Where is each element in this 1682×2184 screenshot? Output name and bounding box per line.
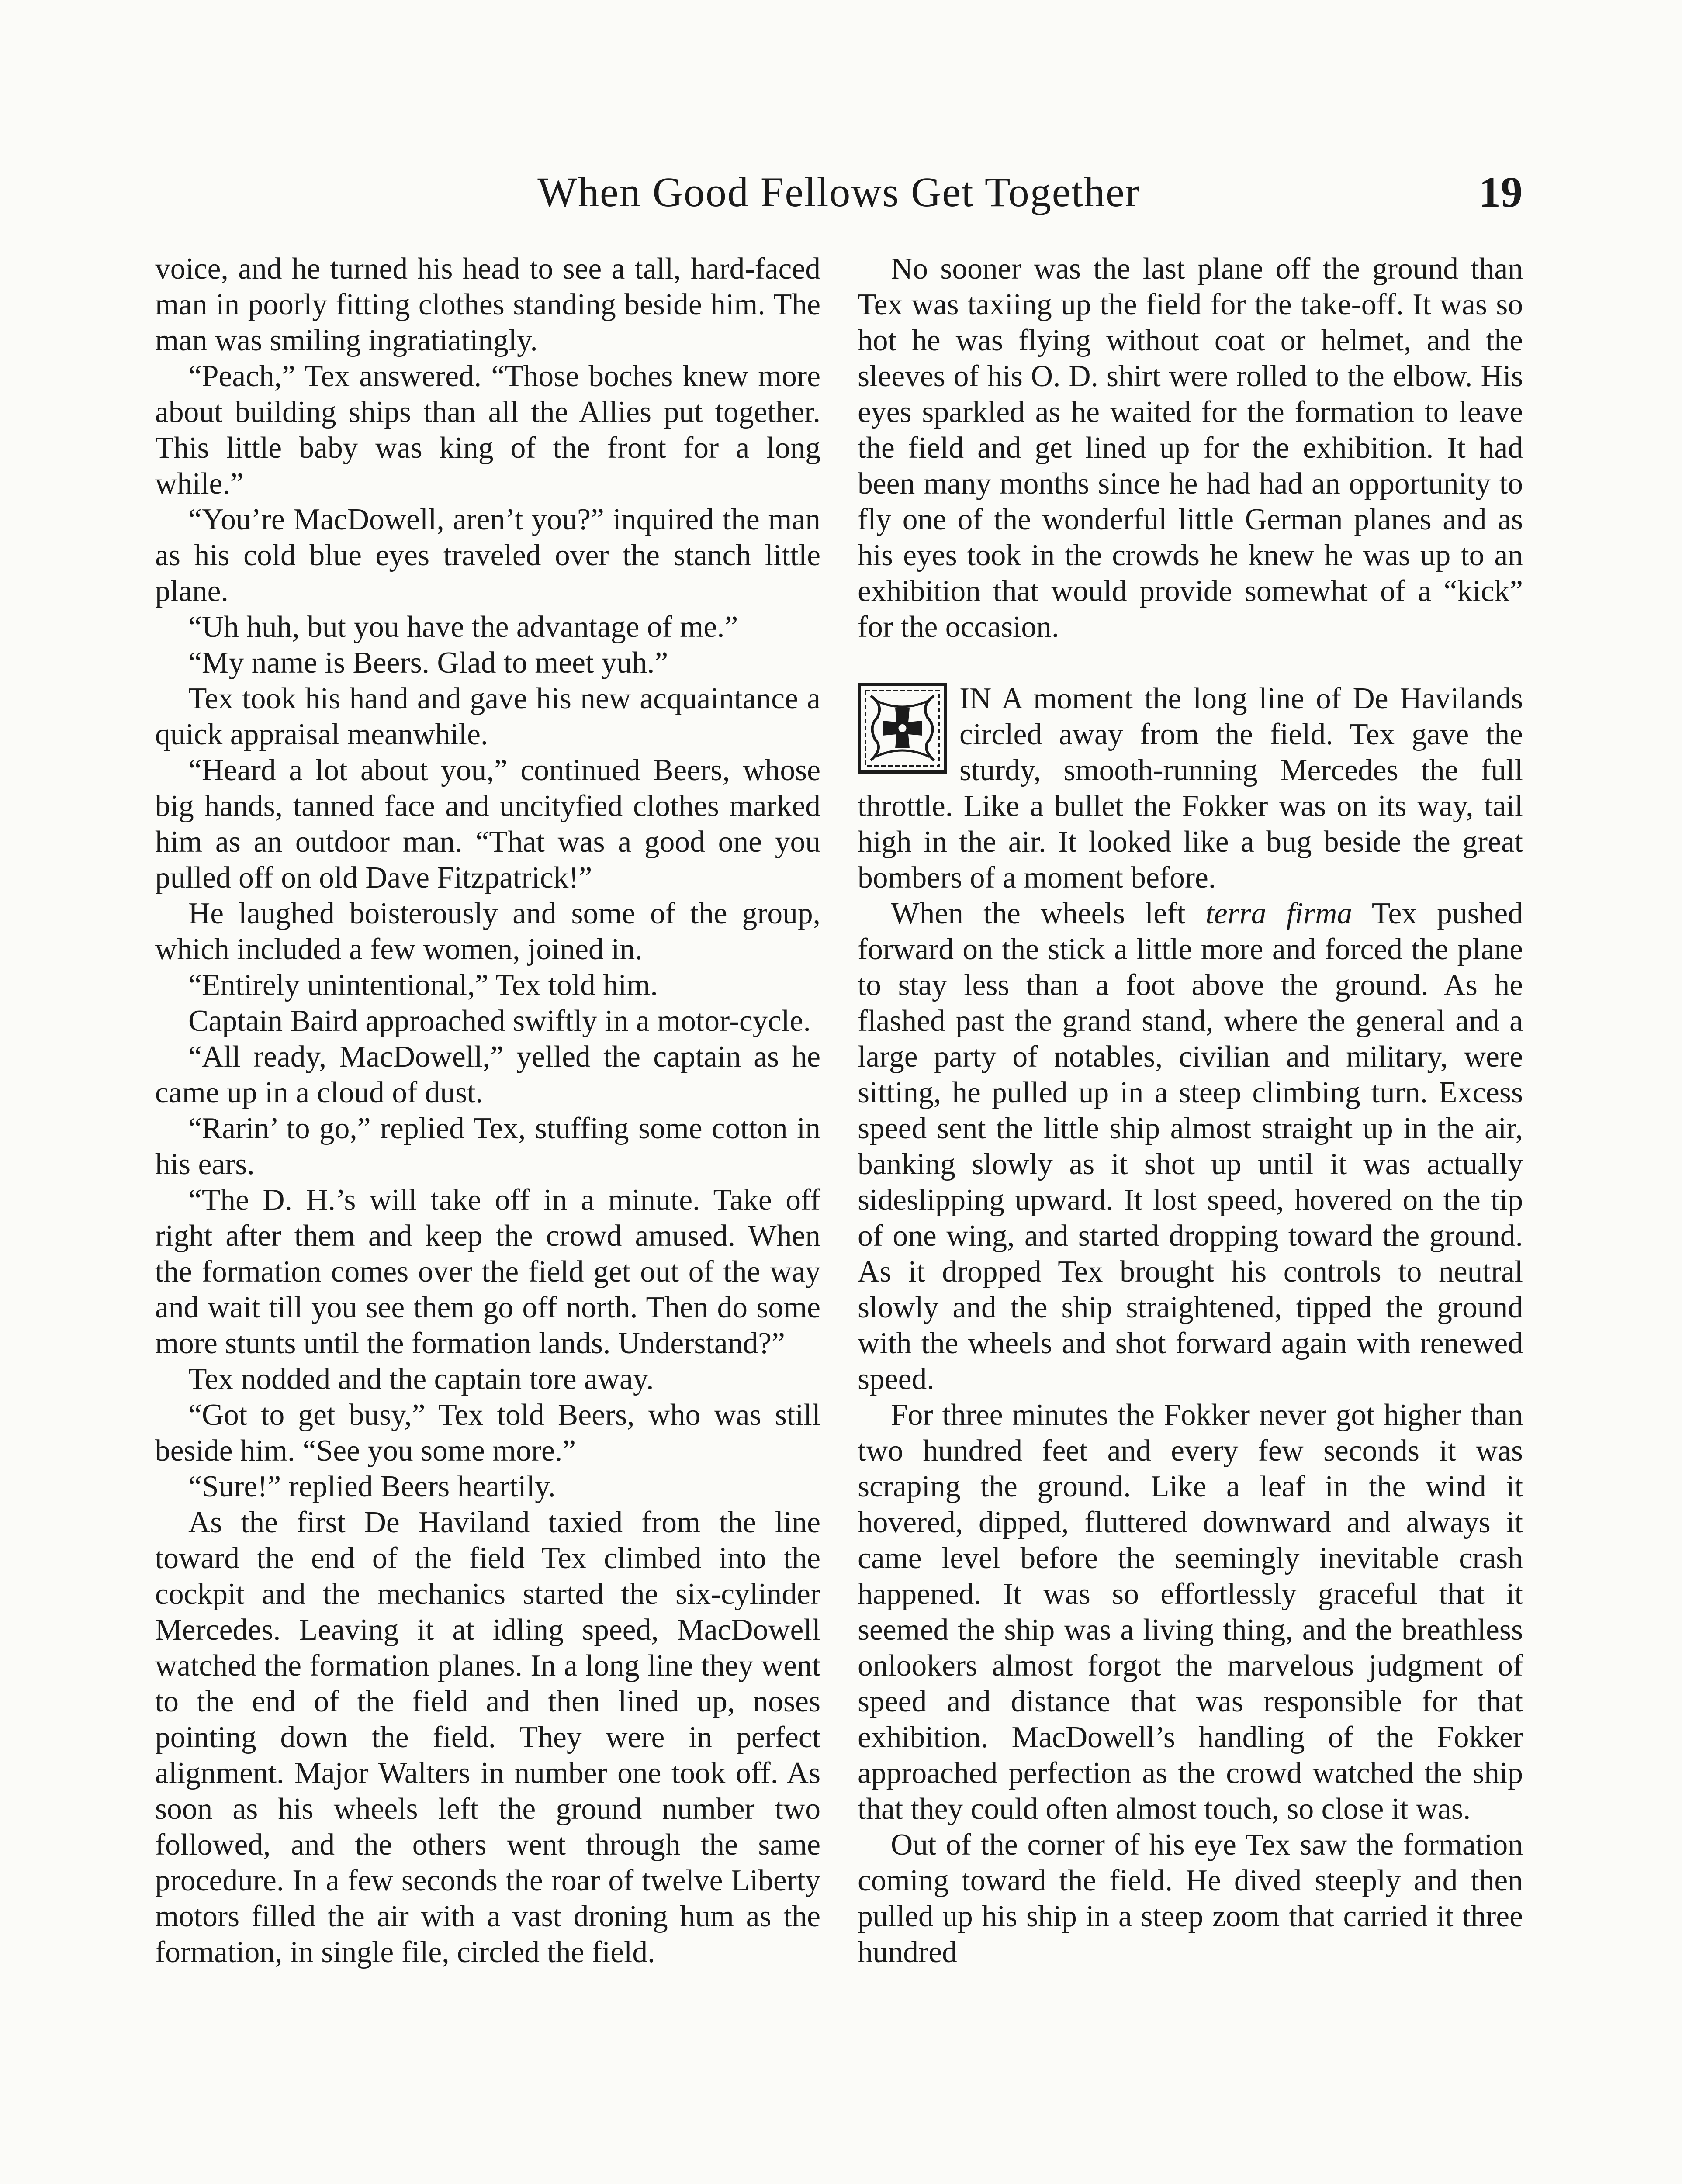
right-column <box>858 251 1523 1970</box>
paragraph: “You’re MacDowell, aren’t you?” inquired the man as his cold blue eyes traveled over the stanch little plane. <box>155 503 820 608</box>
paragraph: Tex took his hand and gave his new acquaintance a quick appraisal meanwhile. <box>155 682 820 751</box>
paragraph: No sooner was the last plane off the ground than Tex was taxiing up the field for the take-off. It was so hot he was flying without coat or helmet, and the sleeves of his O. D. shirt were rolled to the elbow. His eyes sparkled as he waited for the formation to leave the field and get lined up for the exhibition. It had been many months since he had had an opportunity to fly one of the wonderful little German planes and as his eyes took in the crowds he knew he was up to an exhibition that would provide somewhat of a “kick” for the occasion. <box>858 252 1523 644</box>
ornamental-cross-icon <box>858 683 947 774</box>
paragraph: “Sure!” replied Beers heartily. <box>188 1470 556 1503</box>
page-number: 19 <box>1479 168 1523 216</box>
paragraph: He laughed boisterously and some of the group, which included a few women, joined in. <box>155 897 820 966</box>
paragraph: “Peach,” Tex answered. “Those boches knew more about building ships than all the Allies put together. This little baby was king of the front for a long while.” <box>155 359 820 501</box>
paragraph: “Uh huh, but you have the advantage of me.” <box>188 610 738 644</box>
running-head <box>155 162 1523 223</box>
page-title: When Good Fellows Get Together <box>537 169 1140 215</box>
left-column <box>155 251 820 1970</box>
paragraph: “Rarin’ to go,” replied Tex, stuffing some cotton in his ears. <box>155 1112 820 1181</box>
paragraph: As the first De Haviland taxied from the line toward the end of the field Tex climbed into the cockpit and the mechanics started the six-cylinder Mercedes. Leaving it at idling speed, MacDowell watched the formation planes. In a long line they went to the end of the field and then lined up, noses pointing down the field. They were in perfect alignment. Major Walters in number one took off. As soon as his wheels left the ground number two followed, and the others went through the same procedure. In a few seconds the roar of twelve Liberty motors filled the air with a vast droning hum as the formation, in single file, circled the field. <box>155 1506 820 1969</box>
paragraph: “Got to get busy,” Tex told Beers, who was still beside him. “See you some more.” <box>155 1398 820 1468</box>
paragraph: When the wheels left terra firma Tex pushed forward on the stick a little more and forced the plane to stay less than a foot above the ground. As he flashed past the grand stand, where the general and a large party of notables, civilian and military, were sitting, he pulled up in a steep climbing turn. Excess speed sent the little ship almost straight up in the air, banking slowly as it shot up until it was actually sideslipping upward. It lost speed, hovered on the tip of one wing, and started dropping toward the ground. As it dropped Tex brought his controls to neutral slowly and the ship straightened, tipped the ground with the wheels and shot forward again with renewed speed. <box>858 897 1523 1396</box>
paragraph: For three minutes the Fokker never got higher than two hundred feet and every few seconds it was scraping the ground. Like a leaf in the wind it hovered, dipped, fluttered downward and always it came level before the seemingly inevitable crash happened. It was so effortlessly graceful that it seemed the ship was a living thing, and the breathless onlookers almost forgot the marvelous judgment of speed and distance that was responsible for that exhibition. MacDowell’s handling of the Fokker approached perfection as the crowd watched the ship that they could often almost touch, so close it was. <box>858 1398 1523 1826</box>
paragraph: Out of the corner of his eye Tex saw the formation coming toward the field. He dived steeply and then pulled up his ship in a steep zoom that carried it three hundred <box>858 1828 1523 1969</box>
paragraph: “Entirely unintentional,” Tex told him. <box>188 968 658 1002</box>
section-start-paragraph: IN A moment the long line of De Havilands circled away from the field. Tex gave the sturdy, smooth-running Mercedes the full throttle. Like a bullet the Fokker was on its way, tail high in the air. It looked like a bug beside the great bombers of a moment before. <box>858 682 1523 895</box>
section-break <box>858 645 1523 681</box>
paragraph: “All ready, MacDowell,” yelled the captain as he came up in a cloud of dust. <box>155 1040 820 1109</box>
italic-phrase: terra firma <box>1205 897 1353 930</box>
paragraph: “The D. H.’s will take off in a minute. Take off right after them and keep the crowd amused. When the formation comes over the field get out of the way and wait till you see them go off north. Then do some more stunts until the formation lands. Understand?” <box>155 1183 820 1360</box>
paragraph: “Heard a lot about you,” continued Beers, whose big hands, tanned face and uncityfied clothes marked him as an outdoor man. “That was a good one you pulled off on old Dave Fitzpatrick!” <box>155 753 820 895</box>
paragraph: Captain Baird approached swiftly in a motor-cycle. <box>188 1004 811 1038</box>
paragraph: “My name is Beers. Glad to meet yuh.” <box>188 646 668 680</box>
paragraph: Tex nodded and the captain tore away. <box>188 1362 654 1396</box>
paragraph: voice, and he turned his head to see a tall, hard-faced man in poorly fitting clothes standing beside him. The man was smiling ingratiatingly. <box>155 252 820 357</box>
